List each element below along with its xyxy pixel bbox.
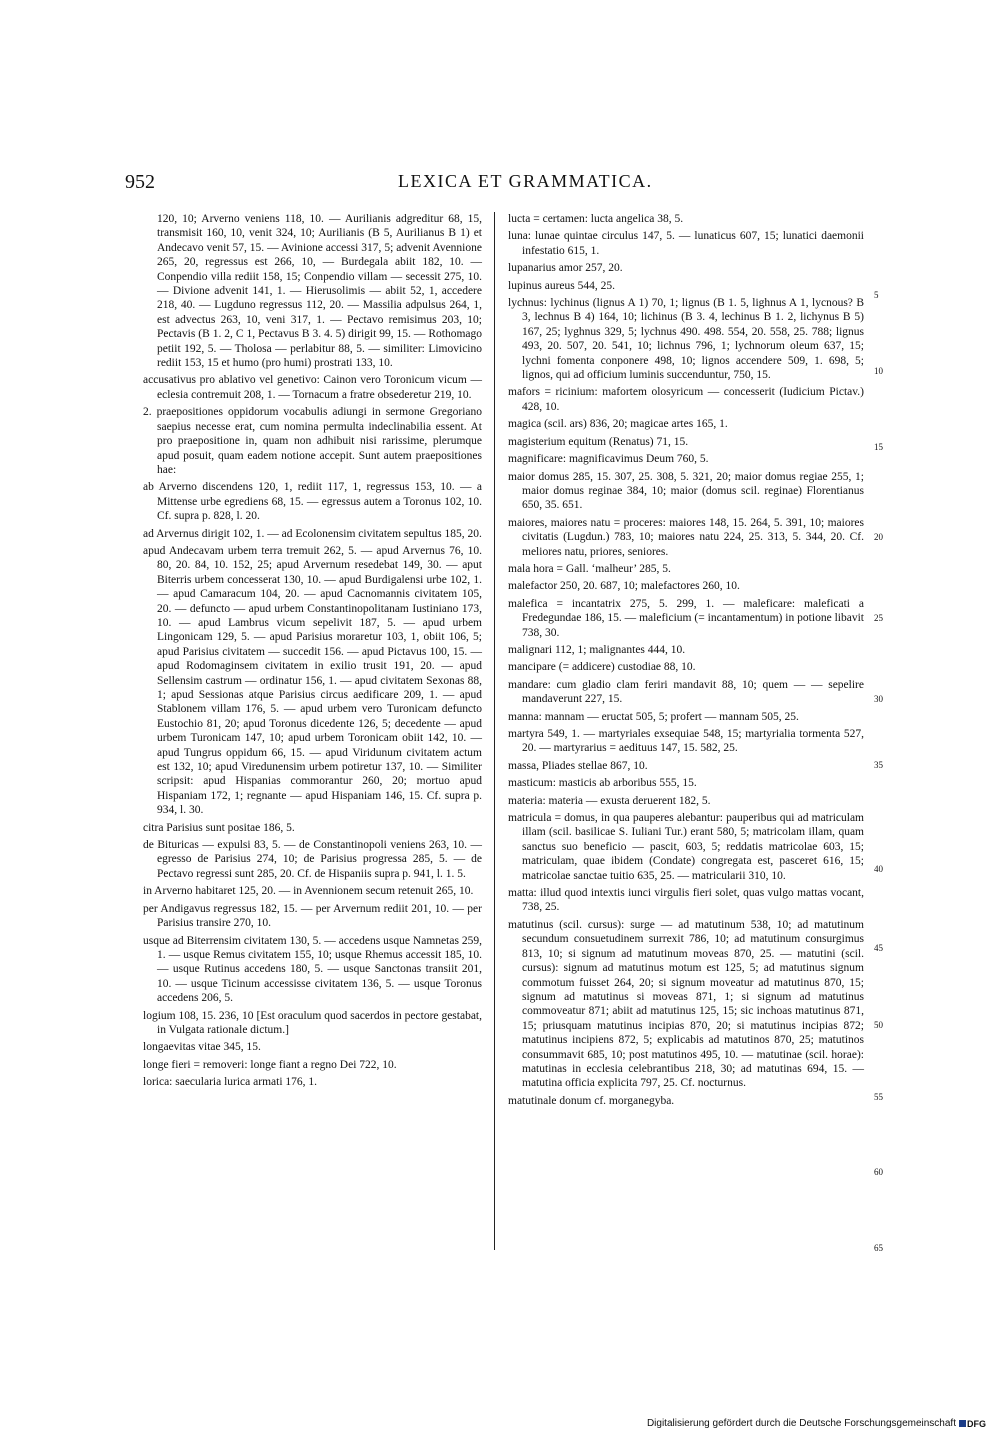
entry-longe-fieri: longe fieri = removeri: longe fiant a regno Dei 722, 10. [143, 1058, 397, 1071]
entry-manna: manna: mannam — eructat 505, 5; profert — mannam 505, 25. [508, 710, 799, 723]
page-number: 952 [125, 171, 155, 193]
dfg-logo-mark-icon [959, 1420, 966, 1427]
entry-lychnus: lychnus: lychinus (lignus A 1) 70, 1; lignus (B 1. 5, lighnus A 1, lycnous? B 3, lechnus B 4) 164, 10; lichinus (B 3. 4, lechinus B 1. 2, lichynus B 5) 167, 25; lyghnus 329, 5; lychnus 490. 498. 554, 20. 558, 25. 788; lignus 493, 20. 507, 20. 541, 10; lichnus 796, 1; lychnorum oleum 637, 15; lychni fomenta conponere 498, 10; lignos accendere 509, 1. 698, 5; lignos, qui ad officium luminis succenduntur, 750, 15. [508, 297, 864, 382]
line-number: 25 [874, 613, 883, 623]
entry-lupanarius: lupanarius amor 257, 20. [508, 262, 623, 275]
running-head: LEXICA ET GRAMMATICA. [398, 171, 653, 191]
entry-ab: ab Arverno discendens 120, 1, rediit 117, 1, regressus 153, 10. — a Mittense urbe egrediens 68, 15. — egressus autem a Toronus 102, 10. Cf. supra p. 828, l. 20. [143, 481, 482, 523]
line-number: 35 [874, 760, 883, 770]
entry-praepositiones: 2. praepositiones oppidorum vocabulis adiungi in sermone Gregoriano saepius necesse erat, cum nomina permulta indeclinabilia essent. At pro praepositione in, quam non adhibuit nisi rarissime, plerumque apud posuit, quam eadem notione accepit. Sunt autem praepositiones hae: [143, 406, 482, 476]
entry-magica: magica (scil. ars) 836, 20; magicae artes 165, 1. [508, 418, 728, 431]
entry-per: per Andigavus regressus 182, 15. — per Arvernum rediit 201, 10. — per Parisius transire 270, 10. [143, 902, 482, 930]
entry-luna: luna: lunae quintae circulus 147, 5. — lunaticus 607, 15; lunatici daemonii infestatio 615, 1. [508, 230, 864, 257]
line-number: 30 [874, 694, 883, 704]
entry-apud: apud Andecavam urbem terra tremuit 262, 5. — apud Arvernus 76, 10. 80, 20. 84, 10. 152, 25; apud Arvernum resedebat 149, 30. — aput Biterris urbem concesserat 130, 10. — apud Burdigalensi urbe 102, 1. — apud Camaracum 104, 20. — apud Cacnomannis civitatem 105, 20. — defuncto — apud urbem Constantinopolitanam Iustiniano 173, 10. — apud Lambrus vicum sepelivit 187, 5. — apud urbem Lingonicam 129, 5. — apud Parisius moraretur 103, 1, obiit 106, 5; apud Parisius civitatem — succedit 156. — apud Pictavus 100, 15. — apud Rodomaginsem civitatem in exilio trusit 191, 20. — apud Sellensim castrum — ordinatur 156, 1. — apud civitatem Sexonas 88, 1; apud Sessionas atque Parisius circus aedificare 209, 1. — apud Stablonem villam 176, 5. — apud urbem vero Turonicam defuncto Eustochio 81, 20; apud Toronus dicedente 126, 5; decedente — apud urbem Turonicam 147, 10; apud urbem Toronicam obiit 142, 10. — apud Tungrus oppidum 66, 15. — apud Viridunum civitatem actum est 132, 10; apud Viredunensim urbem potiretur 137, 10. — Similiter scripsit: apud Hispanias commorantur 260, 20; mortuo apud Hispaniam 172, 1; regnante — apud Hispaniam 146, 15. Cf. supra p. 934, l. 30. [143, 544, 482, 817]
entry-in: in Arverno habitaret 125, 20. — in Avennionem secum retenuit 265, 10. [143, 885, 474, 898]
dfg-logo [959, 1419, 986, 1429]
line-number: 15 [874, 442, 883, 452]
line-number: 45 [874, 943, 883, 953]
entry-lucta: lucta = certamen: lucta angelica 38, 5. [508, 213, 684, 225]
entry-matricula: matricula = domus, in qua pauperes alebantur: pauperibus qui ad matriculam illam (scil. basilicae S. Iuliani Tur.) erant 580, 5; matricolam illam, quam sanctus suo beneficio — pascit, 603, 5; reddatis matricolae 603, 15; matriculam, quae ibidem (Condate) congregata est, pasceret 616, 15; matricolae sanctae tuitio 635, 25. — matricularii 310, 10. [508, 812, 864, 882]
entry-mala-hora: mala hora = Gall. ‘malheur’ 285, 5. [508, 562, 671, 575]
entry-matta: matta: illud quod intextis iunci virgulis fieri solet, quas vulgo mattas vocant, 738, 25. [508, 887, 864, 914]
line-number: 5 [874, 290, 879, 300]
entry-massa: massa, Pliades stellae 867, 10. [508, 759, 648, 772]
entry-continuation: 120, 10; Arverno veniens 118, 10. — Aurilianis adgreditur 68, 15, transmisit 160, 10, venit 324, 10; Aurilianis (B 5, Aurilianus B 1) et Andecavo venit 57, 15. — Avinione accessi 317, 5; advenit Avennione 265, 20, regressus est 266, 10, — Burdegala abiit 182, 10. — Conpendio villa rediit 158, 15; Conpendio villam — secessit 275, 10. — Divione advenit 141, 1. — Hierusolimis — abiit 52, 1, accedere 218, 40. — Lugduno regressus 112, 20. — Massilia adpulsus 264, 1, est advectus 263, 10, veni 317, 1. — Pectavo remisimus 203, 10; Pectavis (B 1. 2, C 1, Pectavus B 3. 4. 5) dirigit 99, 15. — Rothomago petiit 192, 5. — Tholosa — perlabitur 88, 5. — similiter: Limovicino rediit 153, 15 et humo (pro humi) prostrati 133, 10. [157, 213, 482, 370]
right-column [508, 212, 864, 1108]
line-number: 60 [874, 1167, 883, 1177]
credit-text: Digitalisierung gefördert durch die Deutsche Forschungsgemeinschaft [646, 1418, 956, 1429]
entry-maior-domus: maior domus 285, 15. 307, 25. 308, 5. 321, 20; maior domus regiae 255, 1; maior domus reginae 384, 10; maior (domus scil. reginae) Florentianus 650, 35. 651. [508, 470, 864, 512]
entry-malefactor: malefactor 250, 20. 687, 10; malefactores 260, 10. [508, 580, 740, 593]
line-number: 20 [874, 532, 883, 542]
line-number: 50 [874, 1020, 883, 1030]
entry-lupinus: lupinus aureus 544, 25. [508, 279, 616, 292]
entry-magnificare: magnificare: magnificavimus Deum 760, 5. [508, 453, 709, 466]
entry-citra: citra Parisius sunt positae 186, 5. [143, 821, 295, 834]
entry-magisterium: magisterium equitum (Renatus) 71, 15. [508, 435, 689, 448]
column-divider [494, 212, 495, 1250]
entry-maiores: maiores, maiores natu = proceres: maiores 148, 15. 264, 5. 391, 10; maiores civitatis (Lugdun.) 783, 10; maiores natu 224, 25. 313, 5. 344, 20. Cf. meliores natu, priores, seniores. [508, 516, 864, 558]
line-number: 40 [874, 864, 883, 874]
entry-usque: usque ad Biterrensim civitatem 130, 5. — accedens usque Namnetas 259, 1. — usque Remus civitatem 155, 10; usque Rhemus accessit 185, 10. — usque Rutinus accedens 180, 5. — usque Sanctonas transiit 201, 10. — usque Ticinum accessisse civitatem 136, 5. — usque Toronus accedens 206, 5. [143, 934, 482, 1005]
entry-lorica: lorica: saecularia lurica armati 176, 1. [143, 1076, 318, 1089]
entry-martyra: martyra 549, 1. — martyriales exsequiae 548, 15; martyrialia tormenta 527, 20. — martyrarius = aedituus 147, 15. 582, 25. [508, 728, 864, 755]
digitization-credit [647, 1418, 986, 1429]
entry-de: de Bituricas — expulsi 83, 5. — de Constantinopoli veniens 263, 10. — egresso de Parisius 274, 10; de Parisius progressa 285, 5. — de Pectavo regressi sunt 285, 20. Cf. de Hispaniis supra p. 941, l. 1. 5. [143, 839, 482, 880]
left-column [143, 212, 482, 1090]
entry-malignari: malignari 112, 1; malignantes 444, 10. [508, 643, 686, 656]
entry-mandare: mandare: cum gladio clam feriri mandavit 88, 10; quem — — sepelire mandaverunt 227, 15. [508, 678, 864, 706]
line-number: 65 [874, 1243, 883, 1253]
line-number: 10 [874, 366, 883, 376]
dfg-logo-text: DFG [967, 1418, 986, 1429]
entry-longaevitas: longaevitas vitae 345, 15. [143, 1041, 261, 1054]
entry-malefica: malefica = incantatrix 275, 5. 299, 1. — maleficare: maleficati a Fredegundae 186, 15. — maleficium (= incantamentum) in potione libavit 738, 30. [508, 597, 864, 639]
entry-materia: materia: materia — exusta deruerent 182, 5. [508, 794, 711, 807]
entry-masticum: masticum: masticis ab arboribus 555, 15. [508, 777, 697, 790]
entry-mafors: mafors = ricinium: mafortem olosyricum — concesserit (Iudicium Pictav.) 428, 10. [508, 386, 864, 413]
entry-logium: logium 108, 15. 236, 10 [Est oraculum quod sacerdos in pectore gestabat, in Vulgata rationale dictum.] [143, 1009, 482, 1036]
entry-matutinale: matutinale donum cf. morganegyba. [508, 1094, 675, 1107]
entry-matutinus: matutinus (scil. cursus): surge — ad matutinum 538, 10; ad matutinum secundum consuetudinem surrexit 786, 10; ad matutinum consurgimus 813, 10; si signum ad matutinum moveas 870, 25. — matutini (scil. cursus): signum ad matutinus motum est 125, 5; ad matutinus signum commotum fuisset 264, 20; si signum moveatur ad matutinus 870, 15; signum ad matutinus si moveas 871, 1; si signum ad matutinus commoveatur 871; abiit ad matutinus 125, 15; sic inchoas matutinus 871, 15; priusquam matutinus incipias 870, 20; si matutinus incipias 872; matutinus incipiens 872, 5; explicabis ad matutinos 870, 25; matutinos consummavit 685, 10; post matutinos 495, 10. — matutinae (scil. horae): matutinas in ecclesia celebrantibus 218, 30; ad matutinas 694, 15. — matutina officia explicita 797, 25. Cf. nocturnus. [508, 918, 864, 1090]
entry-ad: ad Arvernus dirigit 102, 1. — ad Ecolonensim civitatem sepultus 185, 20. [143, 527, 482, 540]
entry-accusativus: accusativus pro ablativo vel genetivo: Cainon vero Toronicum vicum — eclesia contremuit 208, 1. — Tornacum a fratre obsederetur 219, 10. [143, 374, 482, 401]
line-number: 55 [874, 1092, 883, 1102]
entry-mancipare: mancipare (= addicere) custodiae 88, 10. [508, 661, 696, 674]
